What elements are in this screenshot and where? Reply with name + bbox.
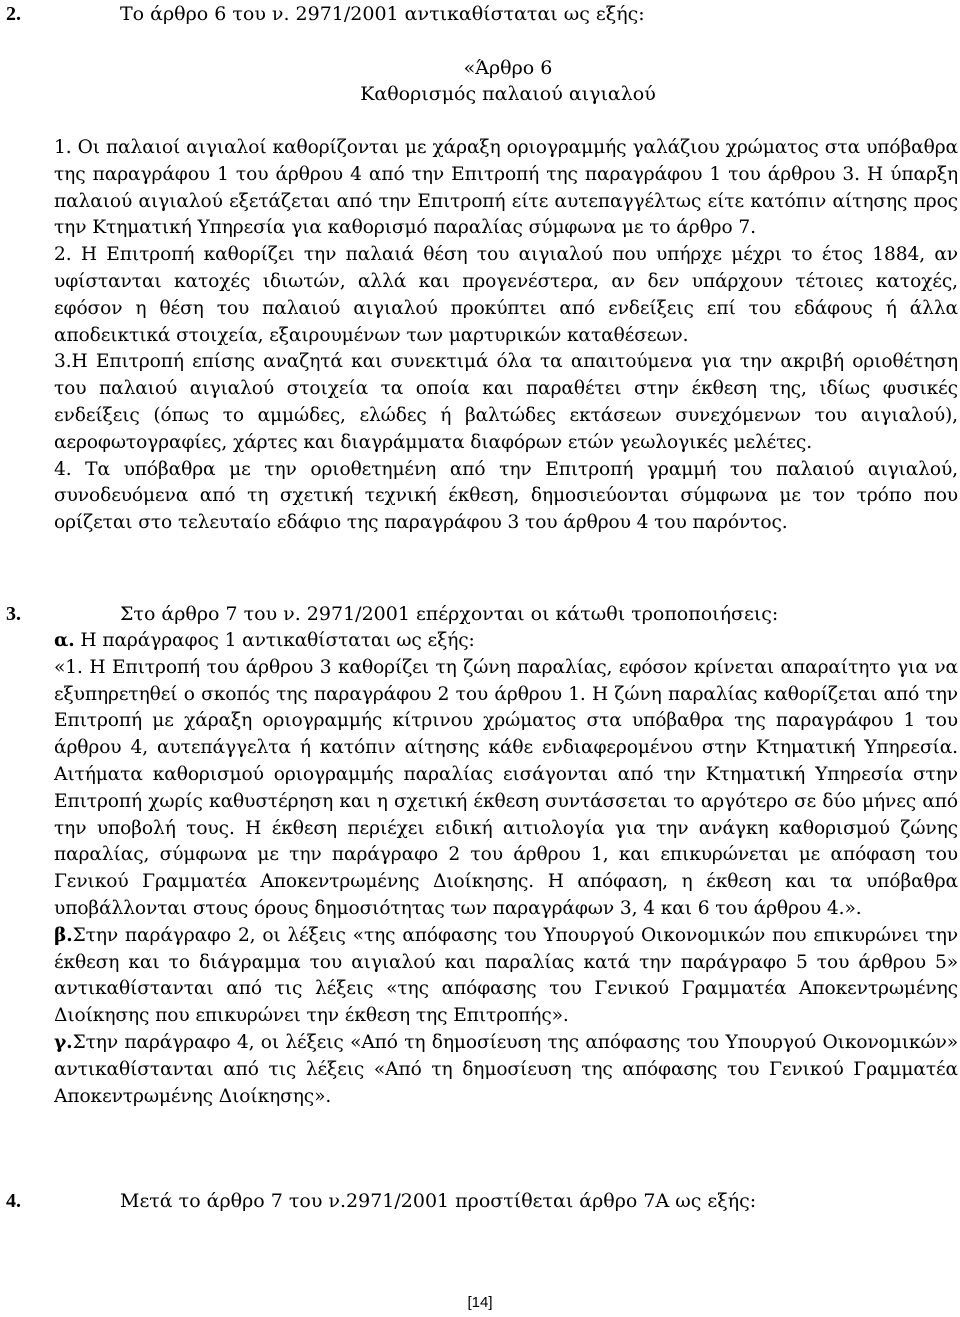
- section-3-number: 3.: [6, 603, 21, 625]
- article-6-paragraph-3: 3.Η Επιτροπή επίσης αναζητά και συνεκτιμά όλα τα απαιτούμενα για την ακριβή οριοθέτηση του παλαιού αιγιαλού στοιχεία τα οποία και παραθέτει στην έκθεση της, ιδίως φυσικές ενδείξεις (όπως το αμμώδες, ελώδες ή βαλτώδες εκτάσεων συνεχόμενων του αιγιαλού), αεροφωτογραφίες, χάρτες και διαγράμματα διαφόρων ετών γεωλογικές μελέτες.: [54, 351, 958, 453]
- section-2-number: 2.: [6, 3, 21, 25]
- article-6-title: «Άρθρο 6: [463, 57, 553, 79]
- article-6-subtitle: Καθορισμός παλαιού αιγιαλού: [360, 83, 656, 105]
- article-7-body: [54, 628, 958, 1110]
- amendment-a-text: «1. Η Επιτροπή του άρθρου 3 καθορίζει τη ζώνη παραλίας, εφόσον κρίνεται απαραίτητο για να εξυπηρετηθεί ο σκοπός της παραγράφου 2 του άρθρου 1. Η ζώνη παραλίας καθορίζεται από την Επιτροπή με χάραξη οριογραμμής κίτρινου χρώματος στα υπόβαθρα της παραγράφου 1 του άρθρου 4, αυτεπάγγελτα ή κατόπιν αίτησης κάθε ενδιαφερομένου στην Κτηματική Υπηρεσία. Αιτήματα καθορισμού οριογραμμής παραλίας εισάγονται από την Κτηματική Υπηρεσία στην Επιτροπή χωρίς καθυστέρηση και η σχετική έκθεση συντάσσεται το αργότερο σε δύο μήνες από την υποβολή τους. Η έκθεση περιέχει ειδική αιτιολογία για την ανάγκη καθορισμού ζώνης παραλίας, σύμφωνα με την παράγραφο 2 του άρθρου 1, και επικυρώνεται με απόφαση του Γενικού Γραμματέα Αποκεντρωμένης Διοίκησης. Η απόφαση, η έκθεση και τα υπόβαθρα υποβάλλονται στους όρους δημοσιότητας των παραγράφων 3, 4 και 6 του άρθρου 4.».: [54, 656, 958, 919]
- amendment-b-text: Στην παράγραφο 2, οι λέξεις «της απόφασης του Υπουργού Οικονομικών που επικυρώνει την έκθεση και το διάγραμμα του αιγιαλού και παραλίας κατά την παράγραφο 5 του άρθρου 5» αντικαθίστανται από τις λέξεις «της απόφασης του Γενικού Γραμματέα Αποκεντρωμένης Διοίκησης που επικυρώνει την έκθεση της Επιτροπής».: [54, 924, 958, 1027]
- section-3-title: Στο άρθρο 7 του ν. 2971/2001 επέρχονται οι κάτωθι τροποποιήσεις:: [120, 603, 779, 625]
- amendment-a-heading: [54, 628, 958, 655]
- article-6-paragraph-2: 2. Η Επιτροπή καθορίζει την παλαιά θέση του αιγιαλού που υπήρχε μέχρι το έτος 1884, αν υφίστανται κατοχές ιδιωτών, αλλά και προγενέστερα, αν δεν υπάρχουν τέτοιες κατοχές, εφόσον η θέση του παλαιού αιγιαλού προκύπτει από ενδείξεις επί του εδάφους ή άλλα αποδεικτικά στοιχεία, εξαιρουμένων των μαρτυρικών καταθέσεων.: [54, 244, 958, 346]
- section-4-title: Μετά το άρθρο 7 του ν.2971/2001 προστίθεται άρθρο 7Α ως εξής:: [120, 1190, 757, 1212]
- page-number: [14]: [467, 1294, 493, 1311]
- amendment-c: [54, 1030, 958, 1110]
- amendment-a-heading-text: Η παράγραφος 1 αντικαθίσταται ως εξής:: [74, 630, 475, 651]
- article-6-paragraph-1: 1. Οι παλαιοί αιγιαλοί καθορίζονται με χάραξη οριογραμμής γαλάζιου χρώματος στα υπόβαθρα της παραγράφου 1 του άρθρου 4 από την Επιτροπή της παραγράφου 1 του άρθρου 3. Η ύπαρξη παλαιού αιγιαλού εξετάζεται από την Επιτροπή είτε αυτεπαγγέλτως είτε κατόπιν αίτησης προς την Κτηματική Υπηρεσία για καθορισμό παραλίας σύμφωνα με το άρθρο 7.: [54, 137, 958, 239]
- amendment-b-label: β.: [54, 924, 73, 946]
- amendment-b: [54, 923, 958, 1030]
- amendment-c-text: Στην παράγραφο 4, οι λέξεις «Από τη δημοσίευση της απόφασης του Υπουργού Οικονομικών» αντικαθίστανται από τις λέξεις «Από τη δημοσίευση της απόφασης του Γενικού Γραμματέα Αποκεντρωμένης Διοίκησης».: [54, 1031, 958, 1107]
- amendment-c-label: γ.: [54, 1031, 73, 1053]
- section-2-title: Το άρθρο 6 του ν. 2971/2001 αντικαθίσταται ως εξής:: [120, 3, 645, 25]
- article-6-paragraph-4: 4. Τα υπόβαθρα με την οριοθετημένη από την Επιτροπή γραμμή του παλαιού αιγιαλού, συνοδευόμενα από τη σχετική τεχνική έκθεση, δημοσιεύονται σύμφωνα με τον τρόπο που ορίζεται στο τελευταίο εδάφιο της παραγράφου 3 του άρθρου 4 του παρόντος.: [54, 458, 958, 534]
- section-4-number: 4.: [6, 1190, 21, 1212]
- amendment-a-label: α.: [54, 630, 75, 651]
- article-6-body: [54, 135, 958, 537]
